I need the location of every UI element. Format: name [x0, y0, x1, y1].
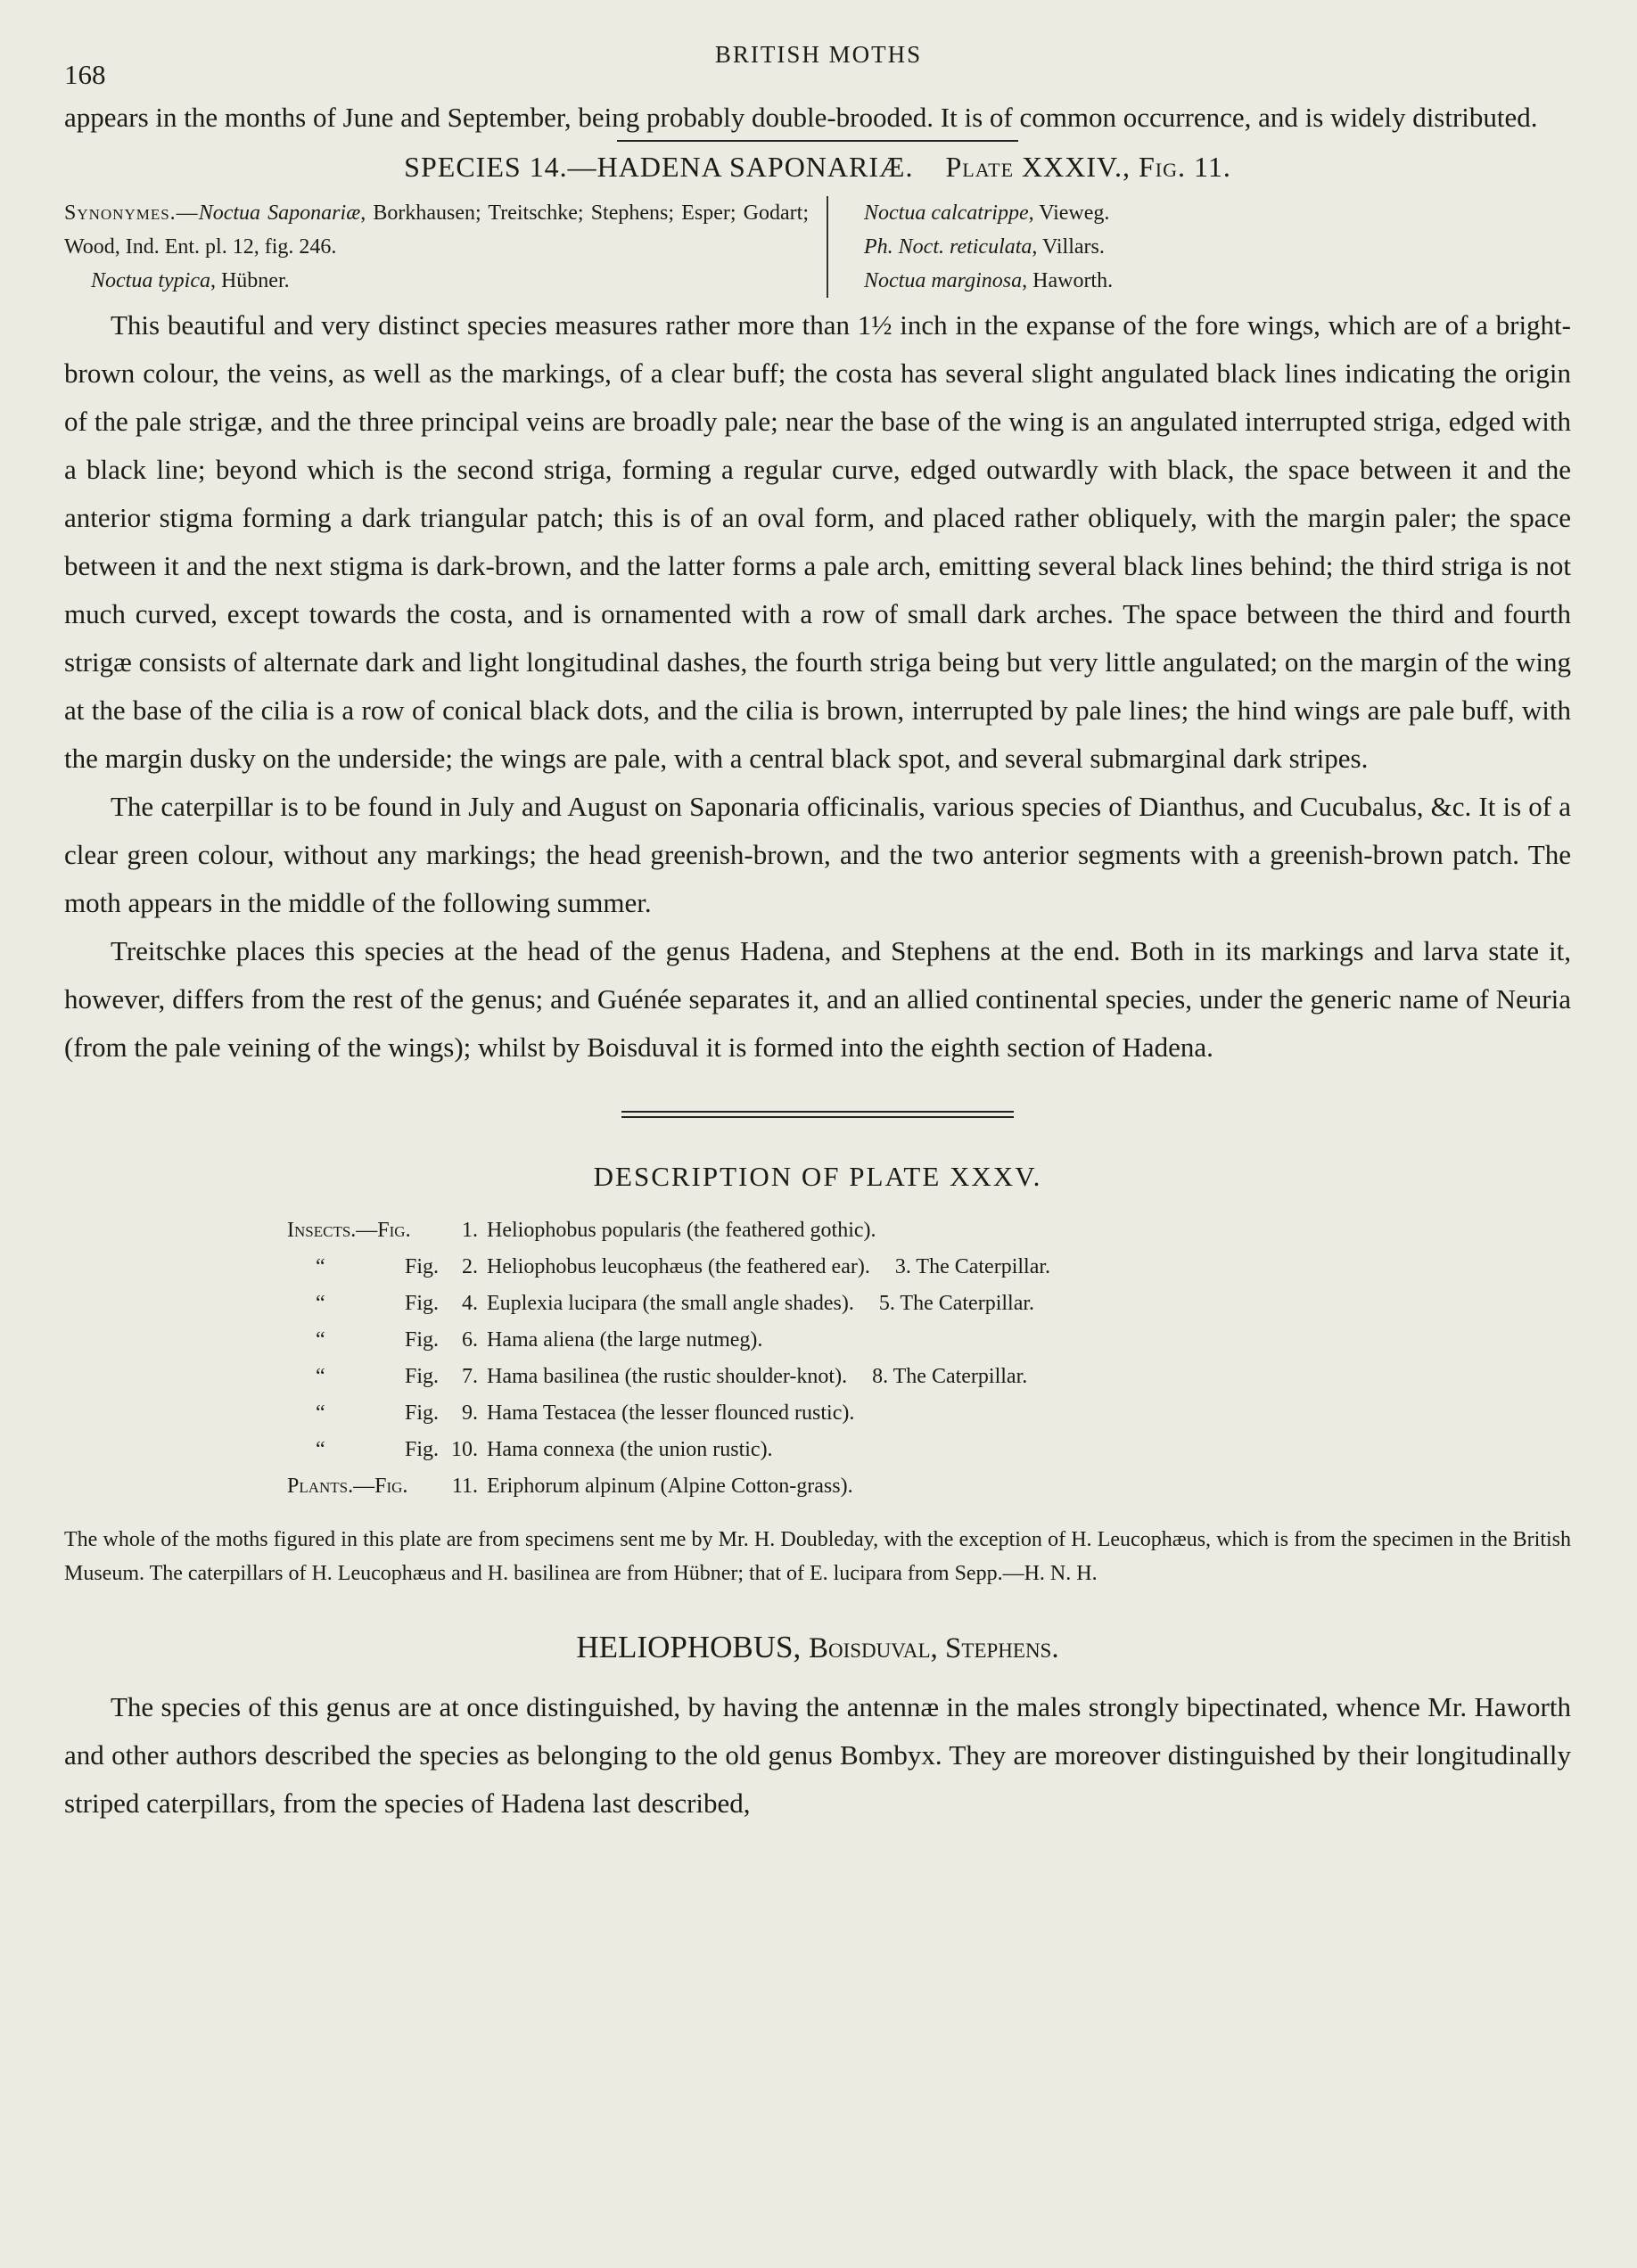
- figure-number: 11.: [451, 1475, 478, 1498]
- intro-paragraph: appears in the months of June and September, being probably double-brooded. It is of common occurrence, and is widely distributed.: [64, 102, 1538, 133]
- running-title: BRITISH MOTHS: [714, 41, 923, 68]
- ditto-mark: “: [316, 1401, 325, 1425]
- classification-paragraph: Treitschke places this species at the head of the genus Hadena, and Stephens at the end. Both in its markings and larva state it, however, differs from the rest of the genus; and Guénée separates it, and an allied continental species, under the generic name of Neuria (from the pale veining of the wings); whilst by Boisduval it is formed into the eighth section of Hadena.: [64, 935, 1571, 1063]
- figure-number: 4.: [462, 1292, 478, 1315]
- figure-caption: Hama basilinea (the rustic shoulder-knot).: [487, 1365, 848, 1388]
- ditto-mark: “: [316, 1328, 325, 1352]
- figure-caption: Heliophobus popularis (the feathered gothic).: [487, 1219, 876, 1242]
- figure-row: [287, 1322, 1571, 1359]
- ditto-mark: “: [316, 1255, 325, 1278]
- figure-caption: Hama aliena (the large nutmeg).: [487, 1328, 763, 1352]
- figure-row: [287, 1286, 1571, 1322]
- synonym-authors: , Vieweg.: [1028, 201, 1110, 225]
- page-number: 168: [64, 59, 106, 90]
- figure-row: [287, 1212, 1571, 1249]
- figure-label: Fig.: [405, 1292, 440, 1315]
- figure-label: Fig.: [405, 1438, 440, 1461]
- genus-paragraph: The species of this genus are at once distinguished, by having the antennæ in the males strongly bipectinated, whence Mr. Haworth and other authors described the species as belonging to the old genus Bombyx. They are moreover distinguished by their longitudinally striped caterpillars, from the species of Hadena last described,: [64, 1691, 1571, 1819]
- synonym-name: Noctua typica: [91, 269, 210, 292]
- synonyms-right-column: [828, 196, 1488, 298]
- synonyms-label: Synonymes.—: [64, 201, 199, 225]
- synonym-authors: , Borkhausen; Treitschke; Stephens; Esper; Godart; Wood, Ind. Ent. pl. 12, fig. 246.: [64, 201, 809, 259]
- figure-extra: 8. The Caterpillar.: [872, 1365, 1028, 1388]
- figure-label: Fig.: [405, 1328, 440, 1352]
- figure-extra: 5. The Caterpillar.: [878, 1292, 1035, 1315]
- figure-caption: Euplexia lucipara (the small angle shades).: [487, 1292, 854, 1315]
- figure-label: Fig.: [405, 1365, 440, 1388]
- species-plate-ref: Plate XXXIV., Fig. 11.: [945, 151, 1231, 183]
- page-body: [64, 94, 1571, 1828]
- ditto-mark: “: [316, 1292, 325, 1315]
- figure-label: Fig.: [405, 1255, 440, 1278]
- figure-extra: 3. The Caterpillar.: [894, 1255, 1051, 1278]
- figure-caption: Heliophobus leucophæus (the feathered ear).: [487, 1255, 870, 1278]
- figure-number: 9.: [462, 1401, 478, 1425]
- ditto-mark: “: [316, 1365, 325, 1388]
- synonym-line: [864, 196, 1488, 230]
- synonym-authors: , Hübner.: [210, 269, 290, 292]
- synonyms-left-column: [64, 196, 828, 298]
- figure-lead: Plants.—Fig.: [287, 1475, 408, 1498]
- figure-lead: Insects.—Fig.: [287, 1219, 411, 1242]
- synonym-name: Ph. Noct. reticulata: [864, 235, 1032, 259]
- description-paragraph: This beautiful and very distinct species measures rather more than 1½ inch in the expanse of the fore wings, which are of a bright-brown colour, the veins, as well as the markings, of a clear buff; the costa has several slight angulated black lines indicating the origin of the pale strigæ, and the three principal veins are broadly pale; near the base of the wing is an angulated interrupted striga, edged with a black line; beyond which is the second striga, forming a regular curve, edged outwardly with black, the space between it and the anterior stigma forming a dark triangular patch; this is of an oval form, and placed rather obliquely, with the margin paler; the space between it and the next stigma is dark-brown, and the latter forms a pale arch, emitting several black lines behind; the third striga is not much curved, except towards the costa, and is ornamented with a row of small dark arches. The space between the third and fourth strigæ consists of alternate dark and light longitudinal dashes, the fourth striga being but very little angulated; on the margin of the wing at the base of the cilia is a row of conical black dots, and the cilia is brown, interrupted by pale lines; the hind wings are pale buff, with the margin dusky on the underside; the wings are pale, with a central black spot, and several submarginal dark stripes.: [64, 309, 1571, 774]
- synonym-line: [64, 264, 809, 298]
- species-title: SPECIES 14.—HADENA SAPONARIÆ.: [404, 151, 914, 183]
- figure-number: 10.: [451, 1438, 478, 1461]
- figure-number: 7.: [462, 1365, 478, 1388]
- double-rule-divider: [621, 1111, 1014, 1118]
- synonym-name: Noctua Saponariæ: [198, 201, 361, 225]
- figure-row: [287, 1249, 1571, 1286]
- figure-caption: Hama connexa (the union rustic).: [487, 1438, 773, 1461]
- figure-caption: Eriphorum alpinum (Alpine Cotton-grass).: [487, 1475, 853, 1498]
- figure-row: [287, 1395, 1571, 1432]
- synonym-name: Noctua calcatrippe: [864, 201, 1029, 225]
- figure-row: [287, 1359, 1571, 1395]
- synonyms-block: [64, 196, 1571, 298]
- plate-title: DESCRIPTION OF PLATE XXXV.: [593, 1161, 1042, 1192]
- figure-number: 2.: [462, 1255, 478, 1278]
- figure-label: Fig.: [405, 1401, 440, 1425]
- genus-heading: [64, 1630, 1571, 1665]
- figure-number: 6.: [462, 1328, 478, 1352]
- synonym-authors: , Villars.: [1032, 235, 1105, 259]
- caterpillar-paragraph: The caterpillar is to be found in July and August on Saponaria officinalis, various species of Dianthus, and Cucubalus, &c. It is of a clear green colour, without any markings; the head greenish-brown, and the two anterior segments with a greenish-brown patch. The moth appears in the middle of the following summer.: [64, 791, 1571, 918]
- synonym-line: [864, 264, 1488, 298]
- figure-caption: Hama Testacea (the lesser flounced rustic).: [487, 1401, 855, 1425]
- synonym-line: [864, 230, 1488, 264]
- genus-name: HELIOPHOBUS,: [576, 1630, 802, 1664]
- genus-authors: Boisduval, Stephens.: [808, 1632, 1059, 1664]
- synonym-name: Noctua marginosa: [864, 269, 1023, 292]
- species-heading: [64, 151, 1571, 184]
- synonym-authors: , Haworth.: [1022, 269, 1114, 292]
- page-header: [64, 34, 1573, 90]
- figure-row: [287, 1432, 1571, 1468]
- plate-note: The whole of the moths figured in this plate are from specimens sent me by Mr. H. Doubleday, with the exception of H. Leucophæus, which is from the specimen in the British Museum. The caterpillars of H. Leucophæus and H. basilinea are from Hübner; that of E. lucipara from Sepp.—H. N. H.: [64, 1528, 1571, 1585]
- ditto-mark: “: [316, 1438, 325, 1461]
- plate-figure-list: [287, 1212, 1571, 1505]
- figure-number: 1.: [462, 1219, 478, 1242]
- figure-row: [287, 1468, 1571, 1505]
